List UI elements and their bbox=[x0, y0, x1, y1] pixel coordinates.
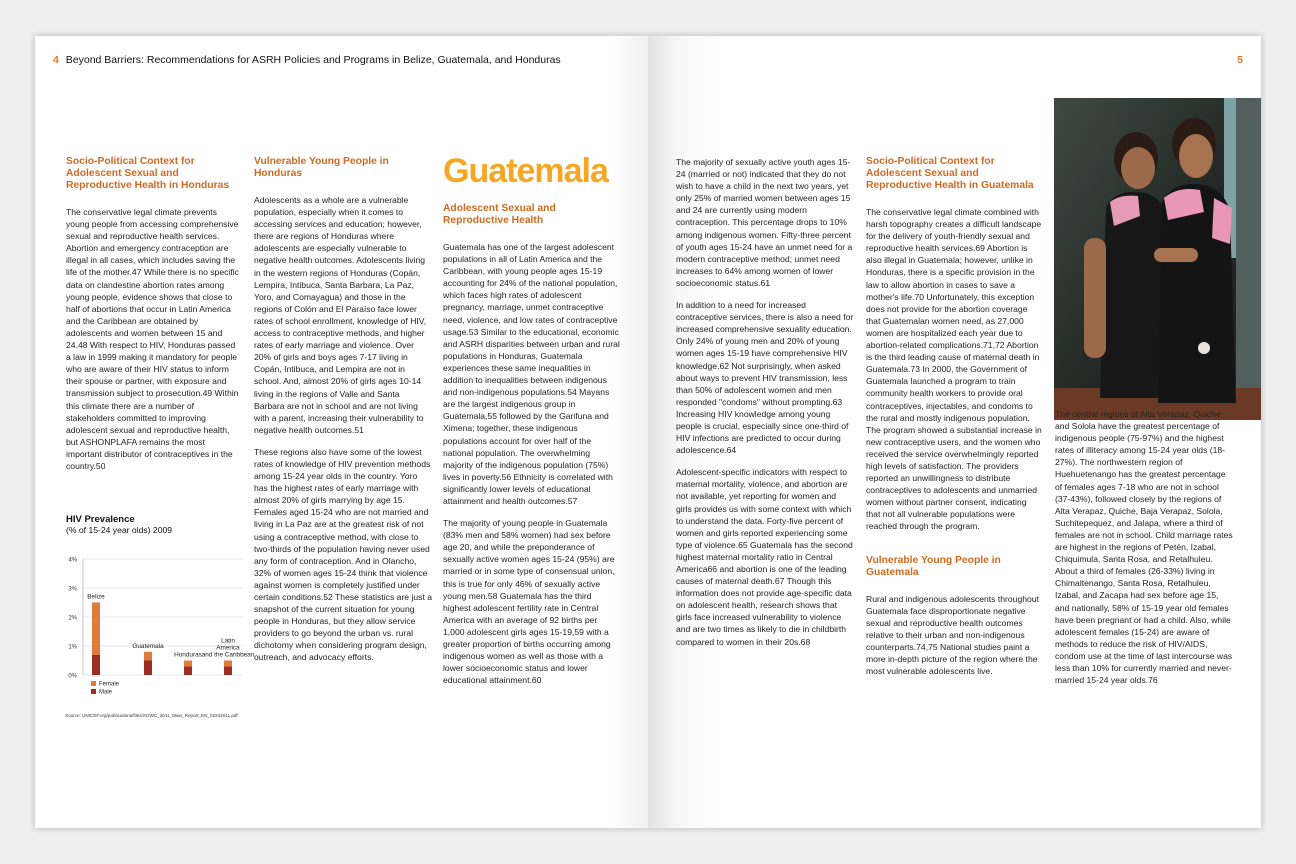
page-number: 4 bbox=[53, 54, 59, 66]
paragraph: These regions also have some of the lowest rates of knowledge of HIV prevention methods among 15-24 year olds in the country. Yoro has the highest rates of early marriage with almost 20% of girls marrying by age 15. Females aged 15-24 who are not married and living in La Paz are at the greatest risk of not using a contraceptive method, with close to two-thirds of the population having never used any form of contraception. And in Olancho, 32% of women ages 15-24 think that violence against women is completely justified under certain conditions.52 These statistics are just a snapshot of the current situation for young people in Honduras, but they allow service providers to go beyond the urban vs. rural dichotomy when considering program design, outreach, and advocacy efforts. bbox=[254, 446, 433, 663]
honduras-context-column bbox=[66, 156, 242, 482]
section-heading: Socio-Political Context for Adolescent Sexual and Reproductive Health in Guatemala bbox=[866, 156, 1034, 191]
chart-source: Source: UNICEF.org/publications/files/SOWC_2011_Main_Report_EN_02242011.pdf bbox=[65, 713, 238, 718]
hiv-prevalence-chart bbox=[61, 549, 255, 699]
category-label: Guatemala bbox=[132, 642, 164, 650]
legend-swatch bbox=[91, 689, 96, 694]
running-head-title: Beyond Barriers: Recommendations for ASRH Policies and Programs in Belize, Guatemala, and Honduras bbox=[65, 54, 561, 66]
y-tick-label: 2% bbox=[68, 615, 77, 622]
section-heading: Adolescent Sexual and Reproductive Health bbox=[443, 203, 556, 226]
category-label: Honduras bbox=[174, 651, 202, 659]
y-tick-label: 1% bbox=[68, 644, 77, 651]
paragraph: In addition to a need for increased contraceptive services, there is also a need for increased comprehensive sexuality education. Only 24% of young men and 20% of young women ages 15-19 have comprehensive HIV knowledge.62 Not surprisingly, when asked about ways to prevent HIV transmission, less than 50% of adolescent women and men responded "condoms" without prompting.63 Increasing HIV knowledge among young people is crucial, especially since one-third of HIV infections are predicted to occur during adolescence.64 bbox=[676, 300, 854, 456]
y-tick-label: 4% bbox=[68, 557, 77, 564]
right-page bbox=[648, 36, 1261, 828]
guatemala-column bbox=[443, 153, 621, 696]
guatemala-health-column bbox=[676, 156, 854, 658]
category-label: America bbox=[216, 644, 240, 652]
paragraph: The central regions of Alta Verapaz, Quiche and Solola have the greatest percentage of indigenous people (75-97%) and the highest rates of illiteracy among 15-24 year olds (18-27%). The northwestern region of Huehuetenango has the greatest percentage of females ages 7-18 who are not in school (37-43%), followed closely by the regions of Alta Verapaz, Quiche, Baja Verapaz, Solola, Suchitepequez, and Jalapa, where a third of females are not in school. Child marriage rates are highest in the regions of Petén, Izabal, Chiquimula, Santa Rosa, and Retalhuleu. About a third of females (26-33%) living in Chimaltenango, Santa Rosa, Retalhuleu, Izabal, and Zacapa had sex before age 15, and nationally, 58% of 15-19 year old females have been pregnant or had a child. Also, while adolescent females (15-24) are aware of methods to reduce the risk of HIV/AIDS, condom use at the time of last intercourse was less than 10% for currently married and never-married 15-24 year olds.76 bbox=[1055, 409, 1233, 686]
chart-title: HIV Prevalence bbox=[66, 514, 135, 525]
bar-female bbox=[184, 661, 192, 667]
y-tick-label: 0% bbox=[68, 673, 77, 680]
category-label: Latin bbox=[221, 637, 235, 645]
paragraph: The majority of young people in Guatemala (83% men and 58% women) had sex before age 20, and while the preponderance of sexually active women ages 15-24 (95%) are married or in some type of consensual union, this is true for only 46% of sexually active young men.58 Guatemala has the third highest adolescent fertility rate in Central America with an average of 92 births per 1,000 adolescent girls ages 15-19,59 with a greater proportion of births occurring among indigenous women as well as those with a lower socioeconomic status and lower educational attainment.60 bbox=[443, 518, 615, 686]
page-number: 5 bbox=[1237, 54, 1243, 66]
paragraph: Guatemala has one of the largest adolescent populations in all of Latin America and the Caribbean, with young people ages 15-19 accounting for 24% of the national population, which faces high rates of adolescent pregnancy, marriage, unmet contraceptive need, violence, and low rates of contraceptive usage.53 Similar to the educational, economic and ASRH disparities between urban and rural populations in Honduras, Guatemala experiences these same inequalities in addition to inequalities between indigenous and non-indigenous populations.54 Mayans are the largest indigenous group in Guatemala,55 followed by the Garifuna and Ximena; together, these indigenous populations account for over half of the national population. The overwhelming majority of the indigenous population (75%) lives in poverty.56 Ethnicity is correlated with significantly lower levels of educational attainment and health outcomes.57 bbox=[443, 242, 620, 506]
legend-label: Male bbox=[99, 689, 113, 696]
bar-female bbox=[144, 652, 152, 661]
guatemala-regions-column bbox=[1055, 408, 1233, 696]
book-spread bbox=[35, 36, 1261, 828]
bar-female bbox=[92, 603, 100, 655]
running-head bbox=[53, 54, 561, 66]
bar-male bbox=[224, 666, 232, 675]
category-label: and the Caribbean bbox=[201, 651, 255, 659]
photo-two-young-women bbox=[1054, 98, 1261, 420]
paragraph: The conservative legal climate prevents young people from accessing comprehensive sexual and reproductive health services. Abortion and emergency contraception are illegal in all cases, which includes saving the life of the mother.47 While there is no specific data on clandestine abortion rates among young people, evidence shows that close to half of abortions that occur in Latin America and the Caribbean are obtained by adolescents and women between 15 and 24.48 With respect to HIV, Honduras passed a law in 1999 making it mandatory for people who are aware of their HIV status to inform their spouse or partner, with exposure and transmission subject to prosecution.49 Within this climate there are a number of stakeholders committed to improving adolescent sexual and reproductive health, but ASHONPLAFA remains the most important distributor of contraceptives in the country.50 bbox=[66, 207, 239, 471]
bar-male bbox=[144, 661, 152, 676]
category-label: Belize bbox=[87, 593, 105, 601]
chart-title-block bbox=[66, 514, 242, 535]
section-heading: Vulnerable Young People in Honduras bbox=[254, 156, 389, 179]
left-page bbox=[35, 36, 648, 828]
paragraph: The majority of sexually active youth ages 15-24 (married or not) indicated that they do not wish to have a child in the next two years, yet only 25% of married women between ages 15 and 24 are currently using modern contraception. This percentage drops to 10% among indigenous women. Fifty-three percent of youth ages 15-24 have an unmet need for a modern contraceptive method; unmet need increases to 64% among women of lower socioeconomic status.61 bbox=[676, 157, 853, 288]
paragraph: The conservative legal climate combined with harsh topography creates a difficult landscape for the delivery of youth-friendly sexual and reproductive health services.69 Abortion is also illegal in Guatemala; however, unlike in Honduras, there is a specific provision in the law to allow abortion in cases to save a mother's life.70 Unfortunately, this exception does not provide for the abortion coverage that Guatemalan women need, as 27,000 women are hospitalized each year due to abortion-related complications.71,72 Abortion is the third leading cause of maternal death in Guatemala.73 In 2000, the Government of Guatemala launched a program to train community health workers to provide oral contraceptives, injectables, and condoms to the rural and mostly indigenous population. The program showed a substantial increase in new contraceptive users, and the women who received the service overwhelmingly reported high levels of satisfaction. The providers reported an unwillingness to distribute contraceptives to adolescents and unmarried women without partner consent, indicating that not all vulnerable populations were reached through the program. bbox=[866, 207, 1042, 532]
honduras-vulnerable-column bbox=[254, 156, 432, 674]
chart-subtitle: (% of 15-24 year olds) 2009 bbox=[66, 525, 173, 535]
paragraph: Rural and indigenous adolescents throughout Guatemala face disproportionate negative sexual and reproductive health outcomes relative to their urban and non-indigenous counterparts.74,75 National studies paint a more in-depth picture of the region where the most vulnerable adolescents live. bbox=[866, 593, 1039, 677]
bar-male bbox=[184, 666, 192, 675]
legend-label: Female bbox=[99, 681, 120, 688]
section-heading: Socio-Political Context for Adolescent Sexual and Reproductive Health in Honduras bbox=[66, 156, 230, 191]
y-tick-label: 3% bbox=[68, 586, 77, 593]
legend-swatch bbox=[91, 681, 96, 686]
bar-female bbox=[224, 661, 232, 667]
country-heading: Guatemala bbox=[443, 152, 608, 190]
paragraph: Adolescent-specific indicators with respect to maternal mortality, violence, and abortion are not available, yet reporting for women and girls provides us with some context with which to understand the data. Forty-five percent of women and girls reported experiencing some type of violence.65 Guatemala has the second highest maternal mortality ratio in Central America66 and abortion is one of the leading causes of maternal death.67 Though this information does not provide age-specific data on adolescent health, research shows that girls face increased vulnerability to violence and are two times as likely to die in childbirth compared to women in their 20s.68 bbox=[676, 467, 853, 647]
bar-male bbox=[92, 655, 100, 675]
paragraph: Adolescents as a whole are a vulnerable population, especially when it comes to accessing services and education; however, there are regions of Honduras where adolescents are especially vulnerable to negative health outcomes. Adolescents living in the western regions of Honduras (Copán, Lempira, Intibuca, Santa Barbara, La Paz, Yoro, and Comayagua) and those in the regions of Colón and El Paraíso face lower rates of school enrollment, knowledge of HIV, access to contraceptive methods, and higher rates of early marriage and violence. Over 20% of girls and boys ages 7-17 living in Copán, Intibuca, and Lempira are not in school. And, almost 20% of girls ages 10-14 living in the regions of Valle and Santa Barbara are not in school and are not living with a parent, increasing their vulnerability to negative health outcomes.51 bbox=[254, 195, 427, 435]
guatemala-context-column bbox=[866, 156, 1043, 687]
section-heading: Vulnerable Young People in Guatemala bbox=[866, 554, 1001, 578]
